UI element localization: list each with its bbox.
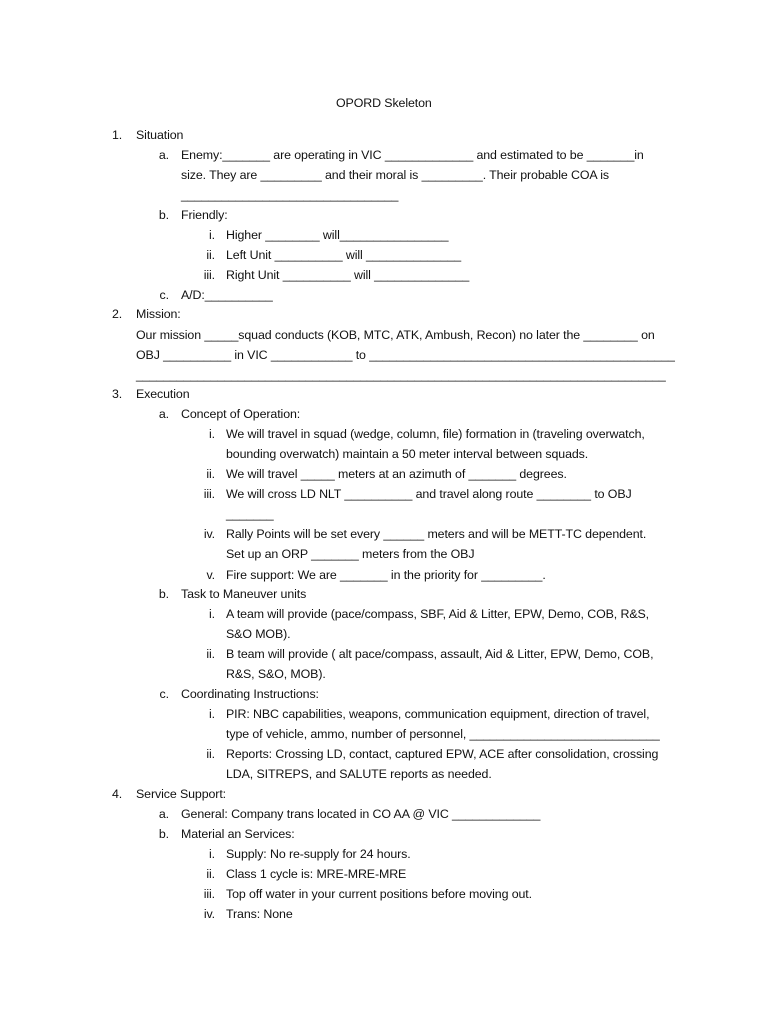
text-line: Top off water in your current positions before moving out. (226, 887, 532, 901)
subheading-material: Material an Services: (181, 827, 295, 841)
text-line: We will cross LD NLT __________ and travel along route ________ to OBJ (226, 487, 632, 501)
text-line: Enemy:_______ are operating in VIC _____________ and estimated to be _______in (181, 148, 644, 162)
text-line: LDA, SITREPS, and SALUTE reports as needed. (226, 767, 492, 781)
section-heading-mission: Mission: (136, 307, 181, 321)
item-roman: ii. (206, 647, 215, 661)
section-number: 3. (112, 387, 123, 401)
text-line: type of vehicle, ammo, number of personnel, ____________________________ (226, 727, 660, 741)
text-line: S&O MOB). (226, 627, 291, 641)
item-roman: v. (206, 568, 215, 582)
text-line: Rally Points will be set every ______ meters and will be METT-TC dependent. (226, 527, 647, 541)
text-line: Trans: None (226, 907, 293, 921)
item-roman: i. (209, 707, 215, 721)
item-roman: iv. (203, 527, 215, 541)
item-letter: b. (158, 587, 169, 601)
subheading-task-to-maneuver: Task to Maneuver units (181, 587, 307, 601)
text-line: _______ (226, 507, 274, 521)
item-roman: iii. (203, 487, 215, 501)
page-title: OPORD Skeleton (336, 96, 432, 110)
item-letter: a. (158, 407, 169, 421)
item-roman: iii. (203, 887, 215, 901)
text-line: A team will provide (pace/compass, SBF, Aid & Litter, EPW, Demo, COB, R&S, (226, 607, 649, 621)
item-letter: c. (159, 288, 169, 302)
text-line: Class 1 cycle is: MRE-MRE-MRE (226, 867, 407, 881)
item-roman: iv. (203, 907, 215, 921)
text-line: PIR: NBC capabilities, weapons, communication equipment, direction of travel, (226, 707, 650, 721)
text-line: Our mission _____squad conducts (KOB, MTC, ATK, Ambush, Recon) no later the ________ on (136, 328, 655, 342)
section-number: 2. (112, 307, 123, 321)
section-number: 4. (112, 787, 123, 801)
text-line: ______________________________________________________________________________ (136, 368, 666, 382)
item-roman: i. (209, 228, 215, 242)
section-heading-execution: Execution (136, 387, 190, 401)
item-roman: ii. (206, 467, 215, 481)
subheading-coordinating: Coordinating Instructions: (181, 687, 319, 701)
item-roman: iii. (203, 268, 215, 282)
text-line: We will travel in squad (wedge, column, file) formation in (traveling overwatch, (226, 427, 645, 441)
section-number: 1. (112, 128, 123, 142)
text-line: We will travel _____ meters at an azimuth of _______ degrees. (226, 467, 567, 481)
text-line: bounding overwatch) maintain a 50 meter interval between squads. (226, 447, 589, 461)
subheading-friendly: Friendly: (181, 208, 228, 222)
section-heading-situation: Situation (136, 128, 184, 142)
item-roman: ii. (206, 867, 215, 881)
item-letter: a. (158, 807, 169, 821)
item-letter: c. (159, 687, 169, 701)
text-line: Set up an ORP _______ meters from the OBJ (226, 547, 475, 561)
text-line: OBJ __________ in VIC ____________ to _____________________________________________ (136, 348, 675, 362)
section-heading-service-support: Service Support: (136, 787, 226, 801)
item-letter: b. (158, 827, 169, 841)
subheading-concept: Concept of Operation: (181, 407, 301, 421)
text-line: ________________________________ (181, 188, 399, 202)
item-roman: i. (209, 607, 215, 621)
text-line: B team will provide ( alt pace/compass, assault, Aid & Litter, EPW, Demo, COB, (226, 647, 654, 661)
item-roman: i. (209, 427, 215, 441)
text-line: Supply: No re-supply for 24 hours. (226, 847, 411, 861)
text-line: Left Unit __________ will ______________ (226, 248, 462, 262)
text-line: A/D:__________ (181, 288, 273, 302)
text-line: R&S, S&O, MOB). (226, 667, 326, 681)
item-roman: ii. (206, 747, 215, 761)
item-roman: ii. (206, 248, 215, 262)
text-line: Higher ________ will________________ (226, 228, 449, 242)
item-letter: a. (158, 148, 169, 162)
text-line: Fire support: We are _______ in the priority for _________. (226, 568, 546, 582)
text-line: Right Unit __________ will ______________ (226, 268, 470, 282)
text-line: size. They are _________ and their moral is _________. Their probable COA is (181, 168, 609, 182)
text-line: Reports: Crossing LD, contact, captured EPW, ACE after consolidation, crossing (226, 747, 659, 761)
item-letter: b. (158, 208, 169, 222)
item-roman: i. (209, 847, 215, 861)
text-line: General: Company trans located in CO AA @ VIC _____________ (181, 807, 541, 821)
